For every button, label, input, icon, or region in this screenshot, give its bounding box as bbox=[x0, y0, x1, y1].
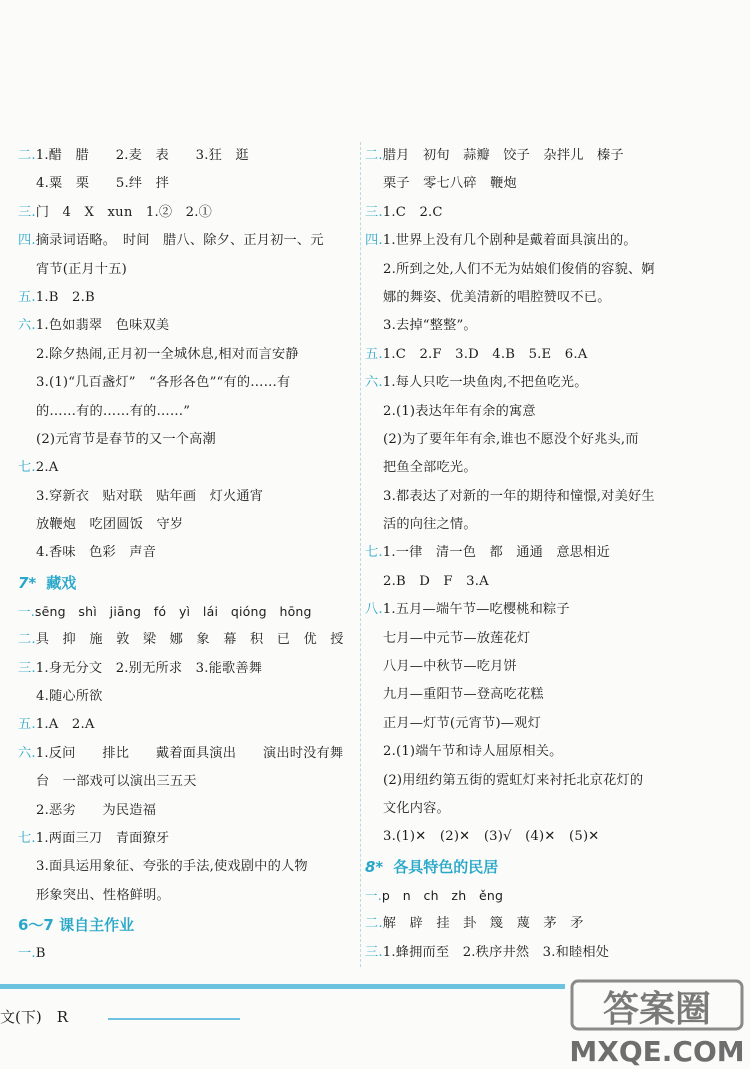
answer-text: 1.身无分文 2.别无所求 3.能歌善舞 bbox=[35, 660, 263, 676]
answer-line bbox=[365, 767, 745, 795]
answer-text: 2.B D F 3.A bbox=[383, 573, 489, 589]
question-number: 五. bbox=[18, 289, 36, 305]
answer-line bbox=[18, 539, 350, 567]
lesson-number: 7* bbox=[18, 573, 37, 592]
answer-text: 1.C 2.C bbox=[382, 204, 443, 220]
answer-text: 2.(1)表达年年有余的寓意 bbox=[383, 403, 536, 419]
left-column bbox=[18, 142, 350, 969]
question-number: 四. bbox=[18, 233, 36, 249]
right-column bbox=[360, 142, 745, 967]
answer-text: 3.去掉“整整”。 bbox=[383, 318, 477, 334]
answer-line bbox=[18, 312, 350, 340]
answer-line bbox=[365, 170, 745, 198]
answer-line bbox=[365, 142, 745, 170]
answer-text: 1.反问 排比 戴着面具演出 演出时没有舞 bbox=[35, 745, 344, 761]
question-number: 一. bbox=[18, 603, 35, 619]
answer-line bbox=[365, 483, 745, 511]
answer-text: (2)元宵节是春节的又一个高潮 bbox=[36, 431, 216, 447]
answer-line bbox=[18, 227, 350, 255]
practice-title bbox=[18, 910, 350, 940]
answer-line bbox=[18, 454, 350, 482]
answer-line bbox=[365, 681, 745, 709]
answer-text: 八月—中秋节—吃月饼 bbox=[383, 659, 517, 675]
question-number: 七. bbox=[18, 460, 36, 476]
question-number: 三. bbox=[365, 204, 383, 220]
answer-line bbox=[365, 653, 745, 681]
answer-text: p n ch zh ěng bbox=[381, 887, 504, 903]
answer-text: 4.粟 栗 5.绊 拌 bbox=[36, 176, 170, 192]
question-number: 六. bbox=[18, 745, 36, 761]
section-title-8 bbox=[365, 852, 745, 882]
answer-text: 2.所到之处,人们不无为姑娘们俊俏的容貌、婀 bbox=[383, 261, 655, 277]
answer-line bbox=[18, 511, 350, 539]
question-number: 一. bbox=[18, 946, 36, 962]
answer-text: sēng shì jiāng fó yì lái qióng hōng bbox=[34, 603, 312, 619]
answer-text: 把鱼全部吃光。 bbox=[383, 460, 477, 476]
answer-text: 解 辟 挂 卦 篾 蔑 茅 矛 bbox=[382, 916, 584, 932]
answer-line bbox=[18, 284, 350, 312]
question-number: 七. bbox=[18, 830, 36, 846]
answer-line bbox=[18, 398, 350, 426]
answer-text: 娜的舞姿、优美清新的唱腔赞叹不已。 bbox=[383, 289, 611, 305]
answer-text: 的……有的……有的……” bbox=[36, 403, 191, 419]
answer-line bbox=[18, 853, 350, 881]
page-footer: 文(下) R bbox=[0, 1008, 68, 1026]
answer-line bbox=[18, 797, 350, 825]
section-title-7 bbox=[18, 568, 350, 598]
answer-text: 1.两面三刀 青面獠牙 bbox=[35, 830, 170, 846]
answer-line bbox=[365, 284, 745, 312]
answer-text: 栗子 零七八碎 鞭炮 bbox=[383, 176, 517, 192]
question-number: 三. bbox=[18, 204, 36, 220]
lesson-title: 藏戏 bbox=[46, 573, 77, 592]
question-number: 二. bbox=[18, 148, 36, 163]
answer-line bbox=[18, 626, 350, 654]
question-number: 五. bbox=[18, 717, 36, 733]
answer-text: 摘录词语略。 时间 腊八、除夕、正月初一、元 bbox=[35, 233, 324, 249]
answer-line bbox=[365, 882, 745, 910]
answer-text: 放鞭炮 吃团圆饭 守岁 bbox=[36, 517, 184, 533]
answer-line bbox=[18, 655, 350, 683]
answer-line bbox=[365, 596, 745, 624]
answer-text: B bbox=[35, 946, 46, 962]
watermark-top-text: 答案圈 bbox=[602, 989, 712, 1030]
answer-line bbox=[365, 710, 745, 738]
answer-text: 形象突出、性格鲜明。 bbox=[36, 887, 170, 903]
watermark-logo bbox=[568, 975, 746, 1067]
answer-line bbox=[365, 539, 745, 567]
answer-text: 具 抑 施 敦 梁 娜 象 幕 积 已 优 授 bbox=[35, 632, 344, 648]
lesson-title: 各具特色的民居 bbox=[393, 857, 499, 876]
bottom-rule bbox=[0, 984, 565, 989]
question-number: 四. bbox=[365, 233, 383, 249]
answer-text: 1.B 2.B bbox=[35, 289, 95, 305]
answer-text: 3.面具运用象征、夸张的手法,使戏剧中的人物 bbox=[36, 859, 308, 875]
answer-text: 4.香味 色彩 声音 bbox=[36, 545, 157, 561]
answer-line bbox=[18, 170, 350, 198]
answer-line bbox=[365, 454, 745, 482]
answer-text: 1.A 2.A bbox=[35, 717, 95, 733]
answer-text: 3.穿新衣 贴对联 贴年画 灯火通宵 bbox=[36, 488, 264, 504]
answer-line bbox=[18, 341, 350, 369]
answer-line bbox=[18, 683, 350, 711]
lesson-title: 6～7 课自主作业 bbox=[18, 916, 135, 935]
answer-text: 1.色如翡翠 色味双美 bbox=[35, 318, 170, 334]
answer-line bbox=[18, 740, 350, 768]
question-number: 二. bbox=[365, 916, 383, 932]
answer-text: 1.每人只吃一块鱼肉,不把鱼吃光。 bbox=[382, 375, 588, 391]
answer-line bbox=[365, 823, 745, 851]
footer-underline bbox=[108, 1018, 240, 1020]
answer-line bbox=[365, 341, 745, 369]
answer-line bbox=[365, 939, 745, 967]
answer-line bbox=[18, 768, 350, 796]
lesson-number: 8* bbox=[365, 857, 384, 876]
answer-text: 九月—重阳节—登高吃花糕 bbox=[383, 687, 544, 703]
answer-text: 活的向往之情。 bbox=[383, 517, 477, 533]
answer-text: 1.世界上没有几个剧种是戴着面具演出的。 bbox=[382, 233, 637, 249]
answer-text: 1.五月—端午节—吃樱桃和粽子 bbox=[382, 602, 570, 618]
answer-text: 2.(1)端午节和诗人屈原相关。 bbox=[383, 744, 563, 760]
answer-line bbox=[18, 256, 350, 284]
answer-text: 宵节(正月十五) bbox=[36, 261, 128, 277]
question-number: 三. bbox=[365, 944, 383, 960]
question-number: 二. bbox=[18, 632, 36, 648]
answer-line bbox=[18, 940, 350, 968]
answer-text: 1.C 2.F 3.D 4.B 5.E 6.A bbox=[382, 346, 588, 362]
answer-text: 文化内容。 bbox=[383, 800, 450, 816]
answer-text: 1.醋 腊 2.麦 表 3.狂 逛 bbox=[35, 148, 249, 163]
answer-text: (2)为了要年年有余,谁也不愿没个好兆头,而 bbox=[383, 431, 639, 447]
answer-line bbox=[365, 199, 745, 227]
question-number: 六. bbox=[18, 318, 36, 334]
question-number: 七. bbox=[365, 545, 383, 561]
watermark-bottom-text: MXQE.COM bbox=[569, 1035, 745, 1067]
answer-line bbox=[18, 825, 350, 853]
answer-text: 腊月 初旬 蒜瓣 饺子 杂拌儿 榛子 bbox=[382, 148, 624, 163]
answer-text: 台 一部戏可以演出三五天 bbox=[36, 774, 197, 790]
answer-line bbox=[18, 369, 350, 397]
answer-line bbox=[365, 738, 745, 766]
question-number: 六. bbox=[365, 375, 383, 391]
answer-line bbox=[365, 227, 745, 255]
answer-line bbox=[365, 426, 745, 454]
answer-text: 3.都表达了对新的一年的期待和憧憬,对美好生 bbox=[383, 488, 655, 504]
answer-line bbox=[365, 511, 745, 539]
answer-line bbox=[365, 256, 745, 284]
answer-line bbox=[365, 910, 745, 938]
question-number: 二. bbox=[365, 148, 383, 163]
answer-line bbox=[18, 142, 350, 170]
answer-text: 正月—灯节(元宵节)—观灯 bbox=[383, 715, 541, 731]
answer-line bbox=[18, 426, 350, 454]
answer-line bbox=[365, 312, 745, 340]
answer-line bbox=[365, 795, 745, 823]
question-number: 一. bbox=[365, 887, 382, 903]
answer-line bbox=[365, 625, 745, 653]
answer-line bbox=[18, 711, 350, 739]
answer-line bbox=[365, 369, 745, 397]
question-number: 三. bbox=[18, 660, 36, 676]
answer-text: 1.蜂拥而至 2.秩序井然 3.和睦相处 bbox=[382, 944, 610, 960]
answer-line bbox=[18, 199, 350, 227]
answer-line bbox=[365, 398, 745, 426]
answer-text: 1.一律 清一色 都 通通 意思相近 bbox=[382, 545, 610, 561]
answer-line bbox=[18, 882, 350, 910]
answer-line bbox=[365, 568, 745, 596]
question-number: 八. bbox=[365, 602, 383, 618]
answer-text: 3.(1)“几百盏灯” “各形各色”“有的……有 bbox=[36, 375, 291, 391]
answer-line bbox=[18, 598, 350, 626]
answer-text: 2.除夕热闹,正月初一全城休息,相对而言安静 bbox=[36, 346, 299, 362]
answer-text: 2.恶劣 为民造福 bbox=[36, 802, 157, 818]
answer-text: 2.A bbox=[35, 460, 59, 476]
answer-line bbox=[18, 483, 350, 511]
answer-text: 七月—中元节—放莲花灯 bbox=[383, 630, 531, 646]
question-number: 五. bbox=[365, 346, 383, 362]
answer-text: 门 4 X xun 1.② 2.① bbox=[35, 204, 213, 220]
answer-text: 4.随心所欲 bbox=[36, 689, 103, 705]
answer-text: (2)用纽约第五街的霓虹灯来衬托北京花灯的 bbox=[383, 772, 644, 788]
answer-text: 3.(1)✕ (2)✕ (3)√ (4)✕ (5)✕ bbox=[383, 829, 600, 845]
